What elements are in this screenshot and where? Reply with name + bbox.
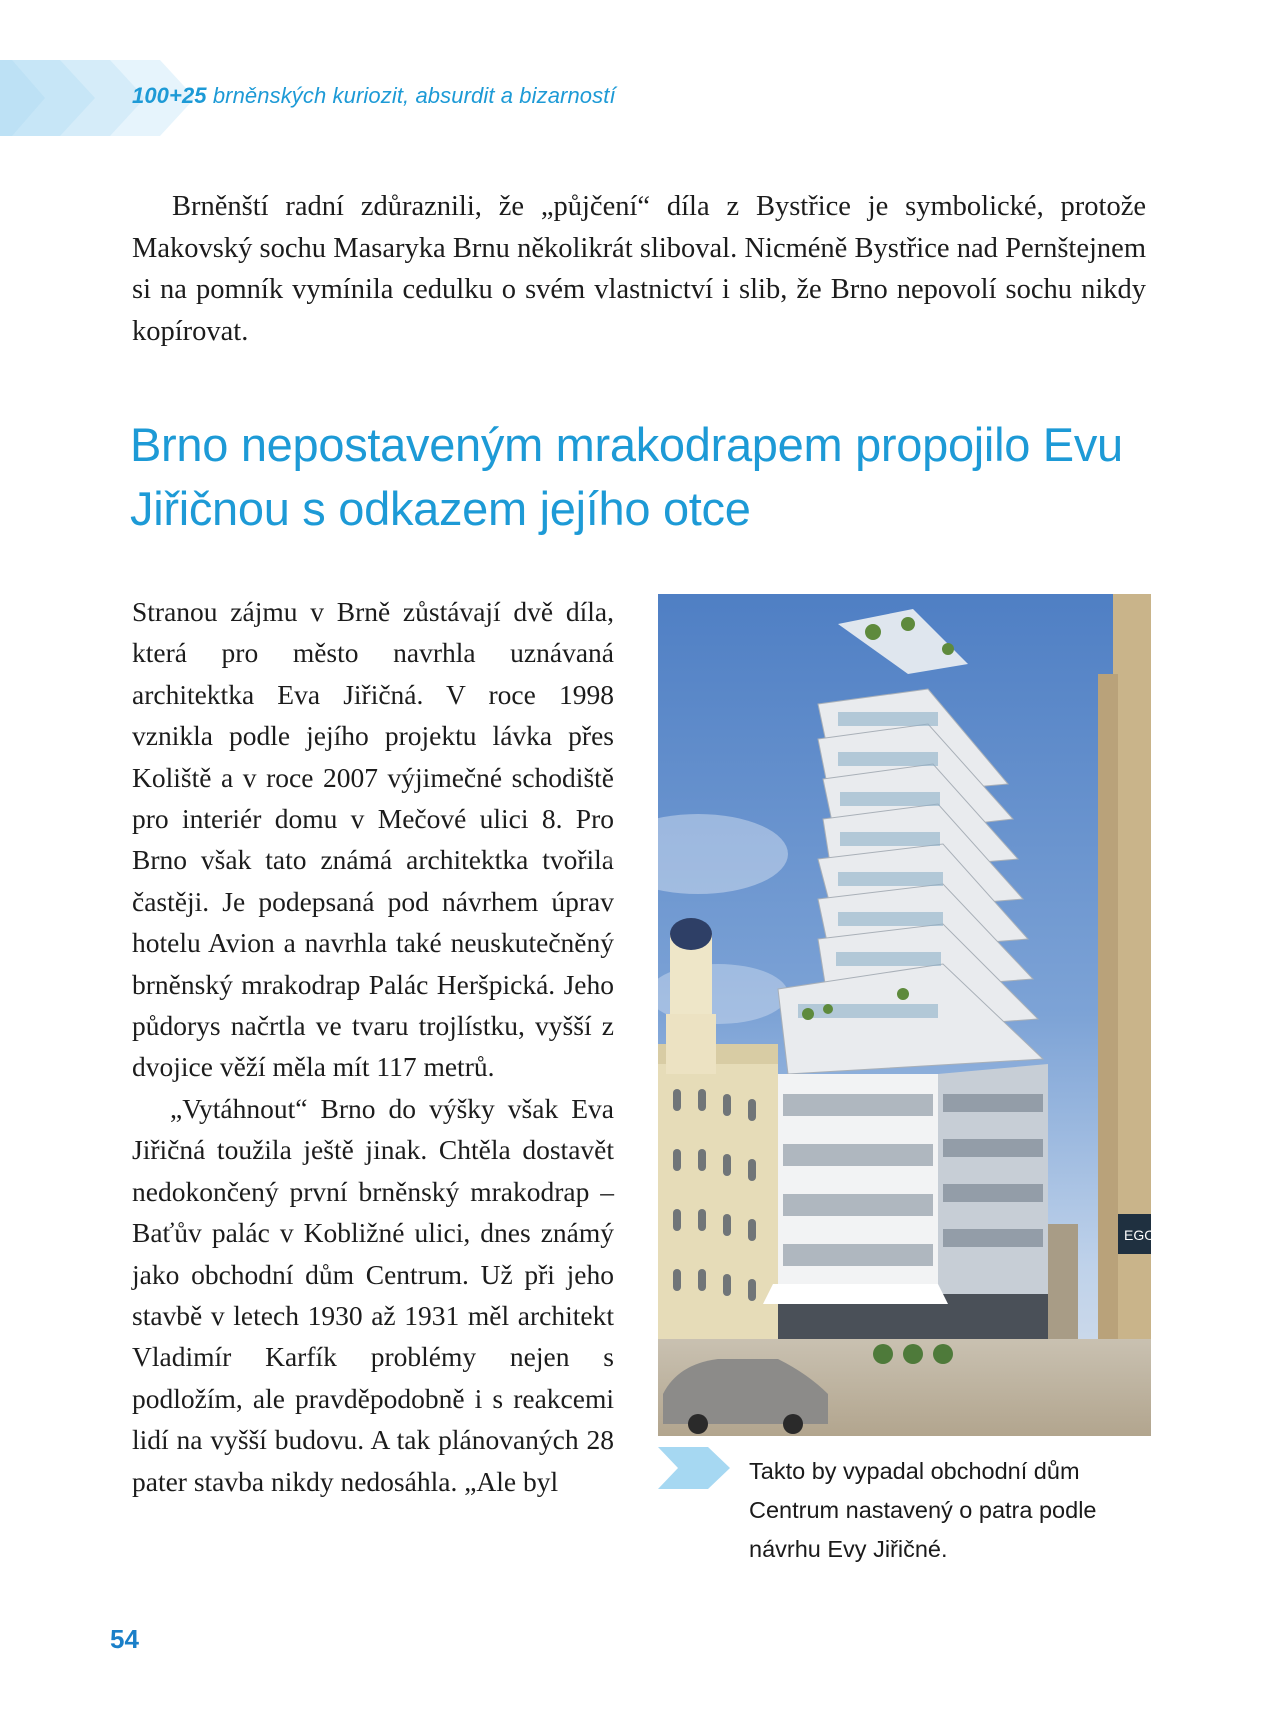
photo-illustration [658,594,1156,1436]
running-title [132,83,616,109]
figure-caption: Takto by vypadal obchodní dům Centrum nastavený o patra podle návrhu Evy Jiřičné. [749,1458,1097,1562]
building-visualization-photo [658,594,1156,1436]
section-title: Brno nepostaveným mrakodrapem propojilo Evu Jiřičnou s odkazem jejího otce [130,418,1123,535]
base-block [763,1064,1048,1339]
body-paragraph: Stranou zájmu v Brně zůstávají dvě díla, která pro město navrhla uznávaná architektka Eva Jiřičná. V roce 1998 vznikla podle jejího projektu lávka přes Koliště a v roce 2007 výjimečné schodiště pro interiér domu v Mečové ulici 8. Pro Brno však tato známá architektka tvořila častěji. Je podepsaná pod návrhem úprav hotelu Avion a navrhla také neuskutečněný brněnský mrakodrap Palác Heršpická. Jeho půdorys načrtla ve tvaru trojlístku, vyšší z dvojice věží měla mít 117 metrů. [132,596,614,1083]
body-text-column [132,591,614,1502]
caption-chevron-icon [658,1447,730,1489]
running-title-text: brněnských kuriozit, absurdit a bizarností [206,83,616,108]
intro-paragraph: Brněnští radní zdůraznili, že „půjčení“ díla z Bystřice je symbolické, protože Makovský sochu Masaryka Brnu několikrát sliboval. Nicméně Bystřice nad Pernštejnem si na pomník vymínila cedulku o svém vlastnictví i slib, že Brno nepovolí sochu nikdy kopírovat. [132,191,1146,347]
page-number: 54 [110,1624,139,1654]
body-paragraph: „Vytáhnout“ Brno do výšky však Eva Jiřičná toužila ještě jinak. Chtěla dostavět nedokončený první brněnský mrakodrap – Baťův palác v Kobližné ulici, dnes známý jako obchodní dům Centrum. Už při jeho stavbě v letech 1930 až 1931 měl architekt Vladimír Karfík problémy nejen s podložím, ale pravděpodobně i s reakcemi lidí na vyšší budovu. A tak plánovaných 28 pater stavba nikdy nedosáhla. „Ale byl [132,1092,614,1497]
shop-sign-text: EGO [1124,1227,1156,1243]
running-title-number: 100+25 [132,83,207,108]
